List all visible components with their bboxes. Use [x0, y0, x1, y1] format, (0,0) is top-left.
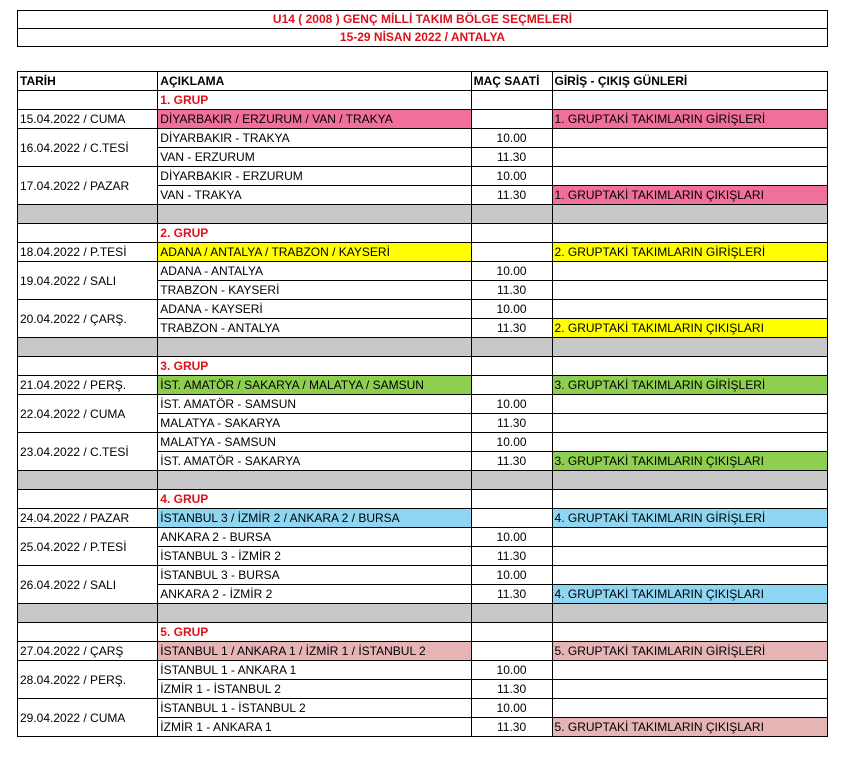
arrival-note: 4. GRUPTAKİ TAKIMLARIN GİRİŞLERİ [552, 509, 827, 528]
match-date: 17.04.2022 / PAZAR [18, 167, 158, 205]
spacer-cell [471, 471, 552, 490]
empty-cell [552, 661, 827, 680]
table-header-row [18, 72, 828, 91]
match-time: 11.30 [471, 414, 552, 433]
empty-cell [552, 623, 827, 642]
empty-cell [471, 243, 552, 262]
spacer-cell [18, 604, 158, 623]
spacer-cell [158, 471, 471, 490]
arrival-date: 24.04.2022 / PAZAR [18, 509, 158, 528]
match-time: 10.00 [471, 699, 552, 718]
match-row [18, 528, 828, 547]
empty-cell [552, 262, 827, 281]
match-date: 26.04.2022 / SALI [18, 566, 158, 604]
empty-cell [552, 699, 827, 718]
empty-cell [552, 528, 827, 547]
spacer-cell [552, 338, 827, 357]
spacer-row [18, 205, 828, 224]
group-teams: İST. AMATÖR / SAKARYA / MALATYA / SAMSUN [158, 376, 471, 395]
arrival-date: 15.04.2022 / CUMA [18, 110, 158, 129]
match-time: 11.30 [471, 585, 552, 604]
group-teams: DİYARBAKIR / ERZURUM / VAN / TRAKYA [158, 110, 471, 129]
group-label: 5. GRUP [158, 623, 471, 642]
empty-cell [552, 414, 827, 433]
page-subtitle: 15-29 NİSAN 2022 / ANTALYA [18, 29, 828, 47]
match-date: 25.04.2022 / P.TESİ [18, 528, 158, 566]
match-pairing: TRABZON - ANTALYA [158, 319, 471, 338]
group-teams: ADANA / ANTALYA / TRABZON / KAYSERİ [158, 243, 471, 262]
arrival-row [18, 110, 828, 129]
spacer-cell [158, 604, 471, 623]
empty-cell [471, 224, 552, 243]
match-date: 29.04.2022 / CUMA [18, 699, 158, 737]
spacer-cell [552, 471, 827, 490]
column-header-match-time: MAÇ SAATİ [471, 72, 552, 91]
empty-cell [471, 91, 552, 110]
match-pairing: VAN - ERZURUM [158, 148, 471, 167]
group-label-row [18, 623, 828, 642]
group-teams: İSTANBUL 1 / ANKARA 1 / İZMİR 1 / İSTANBUL 2 [158, 642, 471, 661]
spacer-cell [552, 604, 827, 623]
arrival-note: 3. GRUPTAKİ TAKIMLARIN GİRİŞLERİ [552, 376, 827, 395]
empty-cell [552, 395, 827, 414]
arrival-note: 2. GRUPTAKİ TAKIMLARIN GİRİŞLERİ [552, 243, 827, 262]
empty-cell [552, 129, 827, 148]
match-time: 11.30 [471, 148, 552, 167]
departure-note: 1. GRUPTAKİ TAKIMLARIN ÇIKIŞLARI [552, 186, 827, 205]
match-date: 28.04.2022 / PERŞ. [18, 661, 158, 699]
empty-cell [552, 91, 827, 110]
match-pairing: İZMİR 1 - İSTANBUL 2 [158, 680, 471, 699]
empty-cell [552, 566, 827, 585]
match-time: 11.30 [471, 680, 552, 699]
schedule-table [17, 71, 828, 737]
match-pairing: MALATYA - SAKARYA [158, 414, 471, 433]
arrival-date: 18.04.2022 / P.TESİ [18, 243, 158, 262]
empty-cell [471, 357, 552, 376]
match-time: 10.00 [471, 262, 552, 281]
spacer-row [18, 338, 828, 357]
spacer-cell [471, 338, 552, 357]
match-time: 11.30 [471, 186, 552, 205]
match-date: 22.04.2022 / CUMA [18, 395, 158, 433]
spacer-cell [18, 338, 158, 357]
empty-cell [18, 91, 158, 110]
empty-cell [552, 490, 827, 509]
match-row [18, 661, 828, 680]
match-row [18, 699, 828, 718]
group-teams: İSTANBUL 3 / İZMİR 2 / ANKARA 2 / BURSA [158, 509, 471, 528]
spacer-cell [158, 205, 471, 224]
spacer-cell [552, 205, 827, 224]
match-date: 23.04.2022 / C.TESİ [18, 433, 158, 471]
departure-note: 5. GRUPTAKİ TAKIMLARIN ÇIKIŞLARI [552, 718, 827, 737]
empty-cell [552, 148, 827, 167]
empty-cell [471, 642, 552, 661]
match-time: 10.00 [471, 566, 552, 585]
match-time: 10.00 [471, 300, 552, 319]
match-row [18, 167, 828, 186]
empty-cell [552, 680, 827, 699]
match-time: 10.00 [471, 433, 552, 452]
match-time: 10.00 [471, 528, 552, 547]
match-time: 10.00 [471, 661, 552, 680]
match-time: 11.30 [471, 547, 552, 566]
group-label-row [18, 357, 828, 376]
match-time: 11.30 [471, 281, 552, 300]
match-pairing: İSTANBUL 3 - BURSA [158, 566, 471, 585]
match-pairing: İST. AMATÖR - SAMSUN [158, 395, 471, 414]
spacer-cell [158, 338, 471, 357]
empty-cell [552, 357, 827, 376]
empty-cell [471, 490, 552, 509]
match-pairing: ADANA - ANTALYA [158, 262, 471, 281]
match-row [18, 300, 828, 319]
empty-cell [552, 224, 827, 243]
group-label-row [18, 91, 828, 110]
match-pairing: İSTANBUL 1 - ANKARA 1 [158, 661, 471, 680]
empty-cell [552, 281, 827, 300]
group-label-row [18, 224, 828, 243]
arrival-row [18, 642, 828, 661]
match-pairing: TRABZON - KAYSERİ [158, 281, 471, 300]
group-label: 1. GRUP [158, 91, 471, 110]
match-pairing: VAN - TRAKYA [158, 186, 471, 205]
match-row [18, 129, 828, 148]
match-pairing: ADANA - KAYSERİ [158, 300, 471, 319]
empty-cell [471, 509, 552, 528]
page-title: U14 ( 2008 ) GENÇ MİLLİ TAKIM BÖLGE SEÇMELERİ [18, 11, 828, 29]
match-row [18, 395, 828, 414]
match-pairing: İZMİR 1 - ANKARA 1 [158, 718, 471, 737]
match-date: 19.04.2022 / SALI [18, 262, 158, 300]
match-pairing: İSTANBUL 3 - İZMİR 2 [158, 547, 471, 566]
empty-cell [552, 300, 827, 319]
empty-cell [552, 547, 827, 566]
column-header-description: AÇIKLAMA [158, 72, 471, 91]
spacer-cell [471, 604, 552, 623]
empty-cell [18, 490, 158, 509]
match-pairing: MALATYA - SAMSUN [158, 433, 471, 452]
empty-cell [471, 110, 552, 129]
arrival-row [18, 243, 828, 262]
spacer-cell [18, 471, 158, 490]
empty-cell [552, 433, 827, 452]
arrival-note: 5. GRUPTAKİ TAKIMLARIN GİRİŞLERİ [552, 642, 827, 661]
spacer-cell [471, 205, 552, 224]
group-label-row [18, 490, 828, 509]
group-label: 2. GRUP [158, 224, 471, 243]
departure-note: 2. GRUPTAKİ TAKIMLARIN ÇIKIŞLARI [552, 319, 827, 338]
empty-cell [471, 623, 552, 642]
column-header-date: TARİH [18, 72, 158, 91]
empty-cell [18, 224, 158, 243]
spacer-cell [18, 205, 158, 224]
spacer-row [18, 471, 828, 490]
match-pairing: ANKARA 2 - BURSA [158, 528, 471, 547]
arrival-date: 21.04.2022 / PERŞ. [18, 376, 158, 395]
empty-cell [552, 167, 827, 186]
empty-cell [471, 376, 552, 395]
spacer-row [18, 604, 828, 623]
arrival-row [18, 376, 828, 395]
arrival-date: 27.04.2022 / ÇARŞ [18, 642, 158, 661]
match-row [18, 433, 828, 452]
match-pairing: ANKARA 2 - İZMİR 2 [158, 585, 471, 604]
match-time: 11.30 [471, 718, 552, 737]
match-time: 11.30 [471, 452, 552, 471]
departure-note: 3. GRUPTAKİ TAKIMLARIN ÇIKIŞLARI [552, 452, 827, 471]
match-row [18, 566, 828, 585]
arrival-row [18, 509, 828, 528]
column-header-entry-exit: GİRİŞ - ÇIKIŞ GÜNLERİ [552, 72, 827, 91]
match-pairing: DİYARBAKIR - TRAKYA [158, 129, 471, 148]
match-pairing: İST. AMATÖR - SAKARYA [158, 452, 471, 471]
match-time: 11.30 [471, 319, 552, 338]
departure-note: 4. GRUPTAKİ TAKIMLARIN ÇIKIŞLARI [552, 585, 827, 604]
match-row [18, 262, 828, 281]
match-time: 10.00 [471, 167, 552, 186]
match-pairing: İSTANBUL 1 - İSTANBUL 2 [158, 699, 471, 718]
schedule-body [18, 91, 828, 737]
match-date: 20.04.2022 / ÇARŞ. [18, 300, 158, 338]
match-time: 10.00 [471, 129, 552, 148]
empty-cell [18, 357, 158, 376]
group-label: 3. GRUP [158, 357, 471, 376]
match-date: 16.04.2022 / C.TESİ [18, 129, 158, 167]
match-time: 10.00 [471, 395, 552, 414]
arrival-note: 1. GRUPTAKİ TAKIMLARIN GİRİŞLERİ [552, 110, 827, 129]
group-label: 4. GRUP [158, 490, 471, 509]
match-pairing: DİYARBAKIR - ERZURUM [158, 167, 471, 186]
title-box [17, 10, 828, 47]
empty-cell [18, 623, 158, 642]
